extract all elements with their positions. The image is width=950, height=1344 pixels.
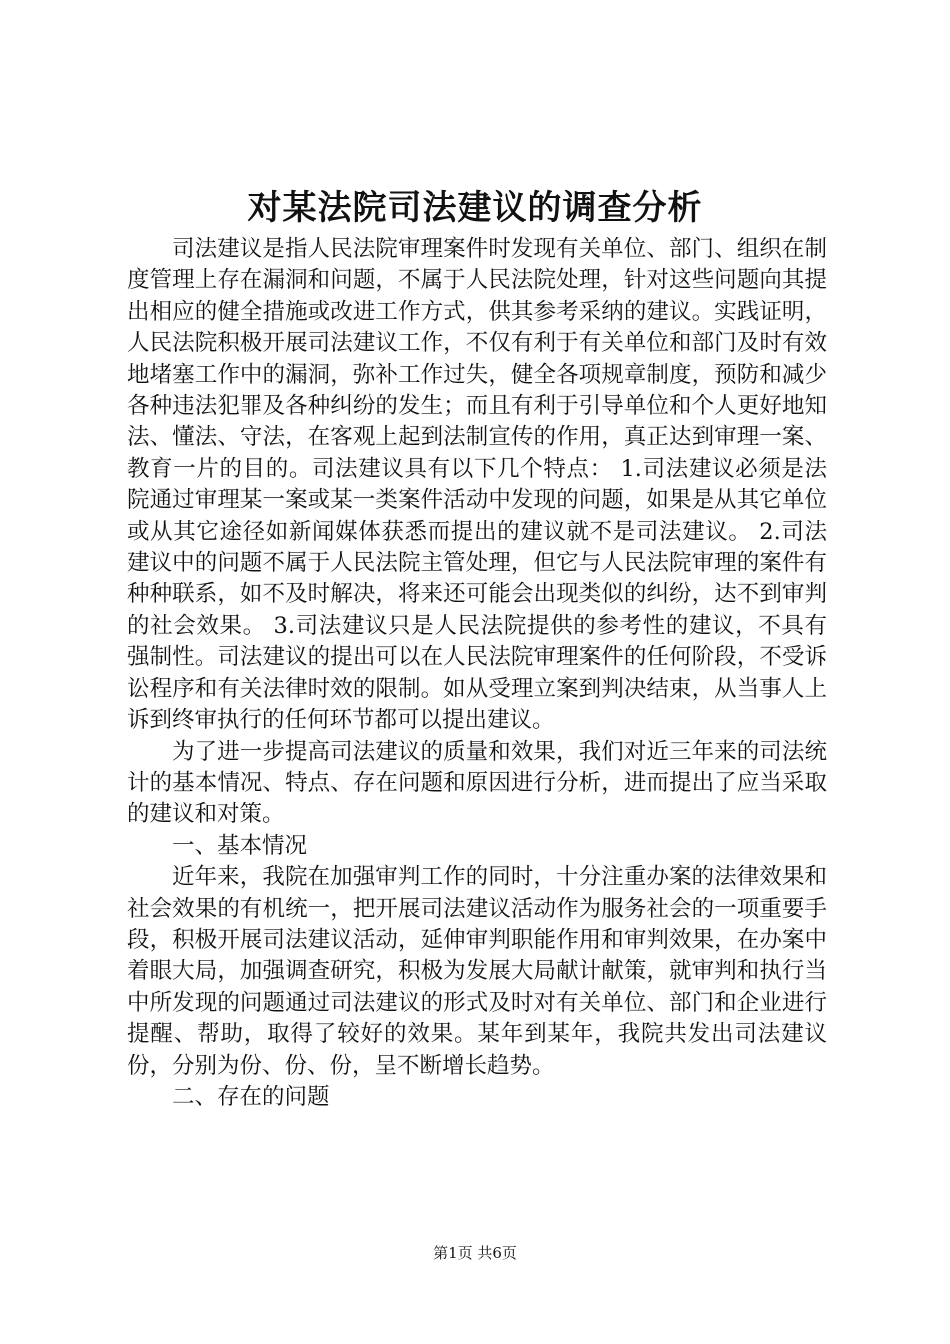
section-heading-existing-problems: 二、存在的问题 <box>172 1083 330 1110</box>
section-heading-basic-situation: 一、基本情况 <box>172 832 308 859</box>
document-body <box>127 234 827 1113</box>
paragraph-basic-situation: 近年来，我院在加强审判工作的同时，十分注重办案的法律效果和社会效果的有机统一，把开展司法建议活动作为服务社会的一项重要手段，积极开展司法建议活动，延伸审判职能作用和审判效果，在办案中着眼大局，加强调查研究，积极为发展大局献计献策，就审判和执行当中所发现的问题通过司法建议的形式及时对有关单位、部门和企业进行提醒、帮助，取得了较好的效果。某年到某年，我院共发出司法建议份，分别为份、份、份，呈不断增长趋势。 <box>127 864 827 1079</box>
page-number-footer: 第1页 共6页 <box>433 1244 517 1262</box>
document-title: 对某法院司法建议的调查分析 <box>247 188 703 228</box>
paragraph-definition: 司法建议是指人民法院审理案件时发现有关单位、部门、组织在制度管理上存在漏洞和问题，不属于人民法院处理，针对这些问题向其提出相应的健全措施或改进工作方式，供其参考采纳的建议。实践证明，人民法院积极开展司法建议工作，不仅有利于有关单位和部门及时有效地堵塞工作中的漏洞，弥补工作过失，健全各项规章制度，预防和减少各种违法犯罪及各种纠纷的发生；而且有利于引导单位和个人更好地知法、懂法、守法，在客观上起到法制宣传的作用，真正达到审理一案、教育一片的目的。司法建议具有以下几个特点： 1.司法建议必须是法院通过审理某一案或某一类案件活动中发现的问题，如果是从其它单位或从其它途径如新闻媒体获悉而提出的建议就不是司法建议。 2.司法建议中的问题不属于人民法院主管处理，但它与人民法院审理的案件有种种联系，如不及时解决，将来还可能会出现类似的纠纷，达不到审判的社会效果。 3.司法建议只是人民法院提供的参考性的建议，不具有强制性。司法建议的提出可以在人民法院审理案件的任何阶段，不受诉讼程序和有关法律时效的限制。如从受理立案到判决结束，从当事人上诉到终审执行的任何环节都可以提出建议。 <box>127 236 827 734</box>
paragraph-purpose: 为了进一步提高司法建议的质量和效果，我们对近三年来的司法统计的基本情况、特点、存在问题和原因进行分析，进而提出了应当采取的建议和对策。 <box>127 738 827 828</box>
